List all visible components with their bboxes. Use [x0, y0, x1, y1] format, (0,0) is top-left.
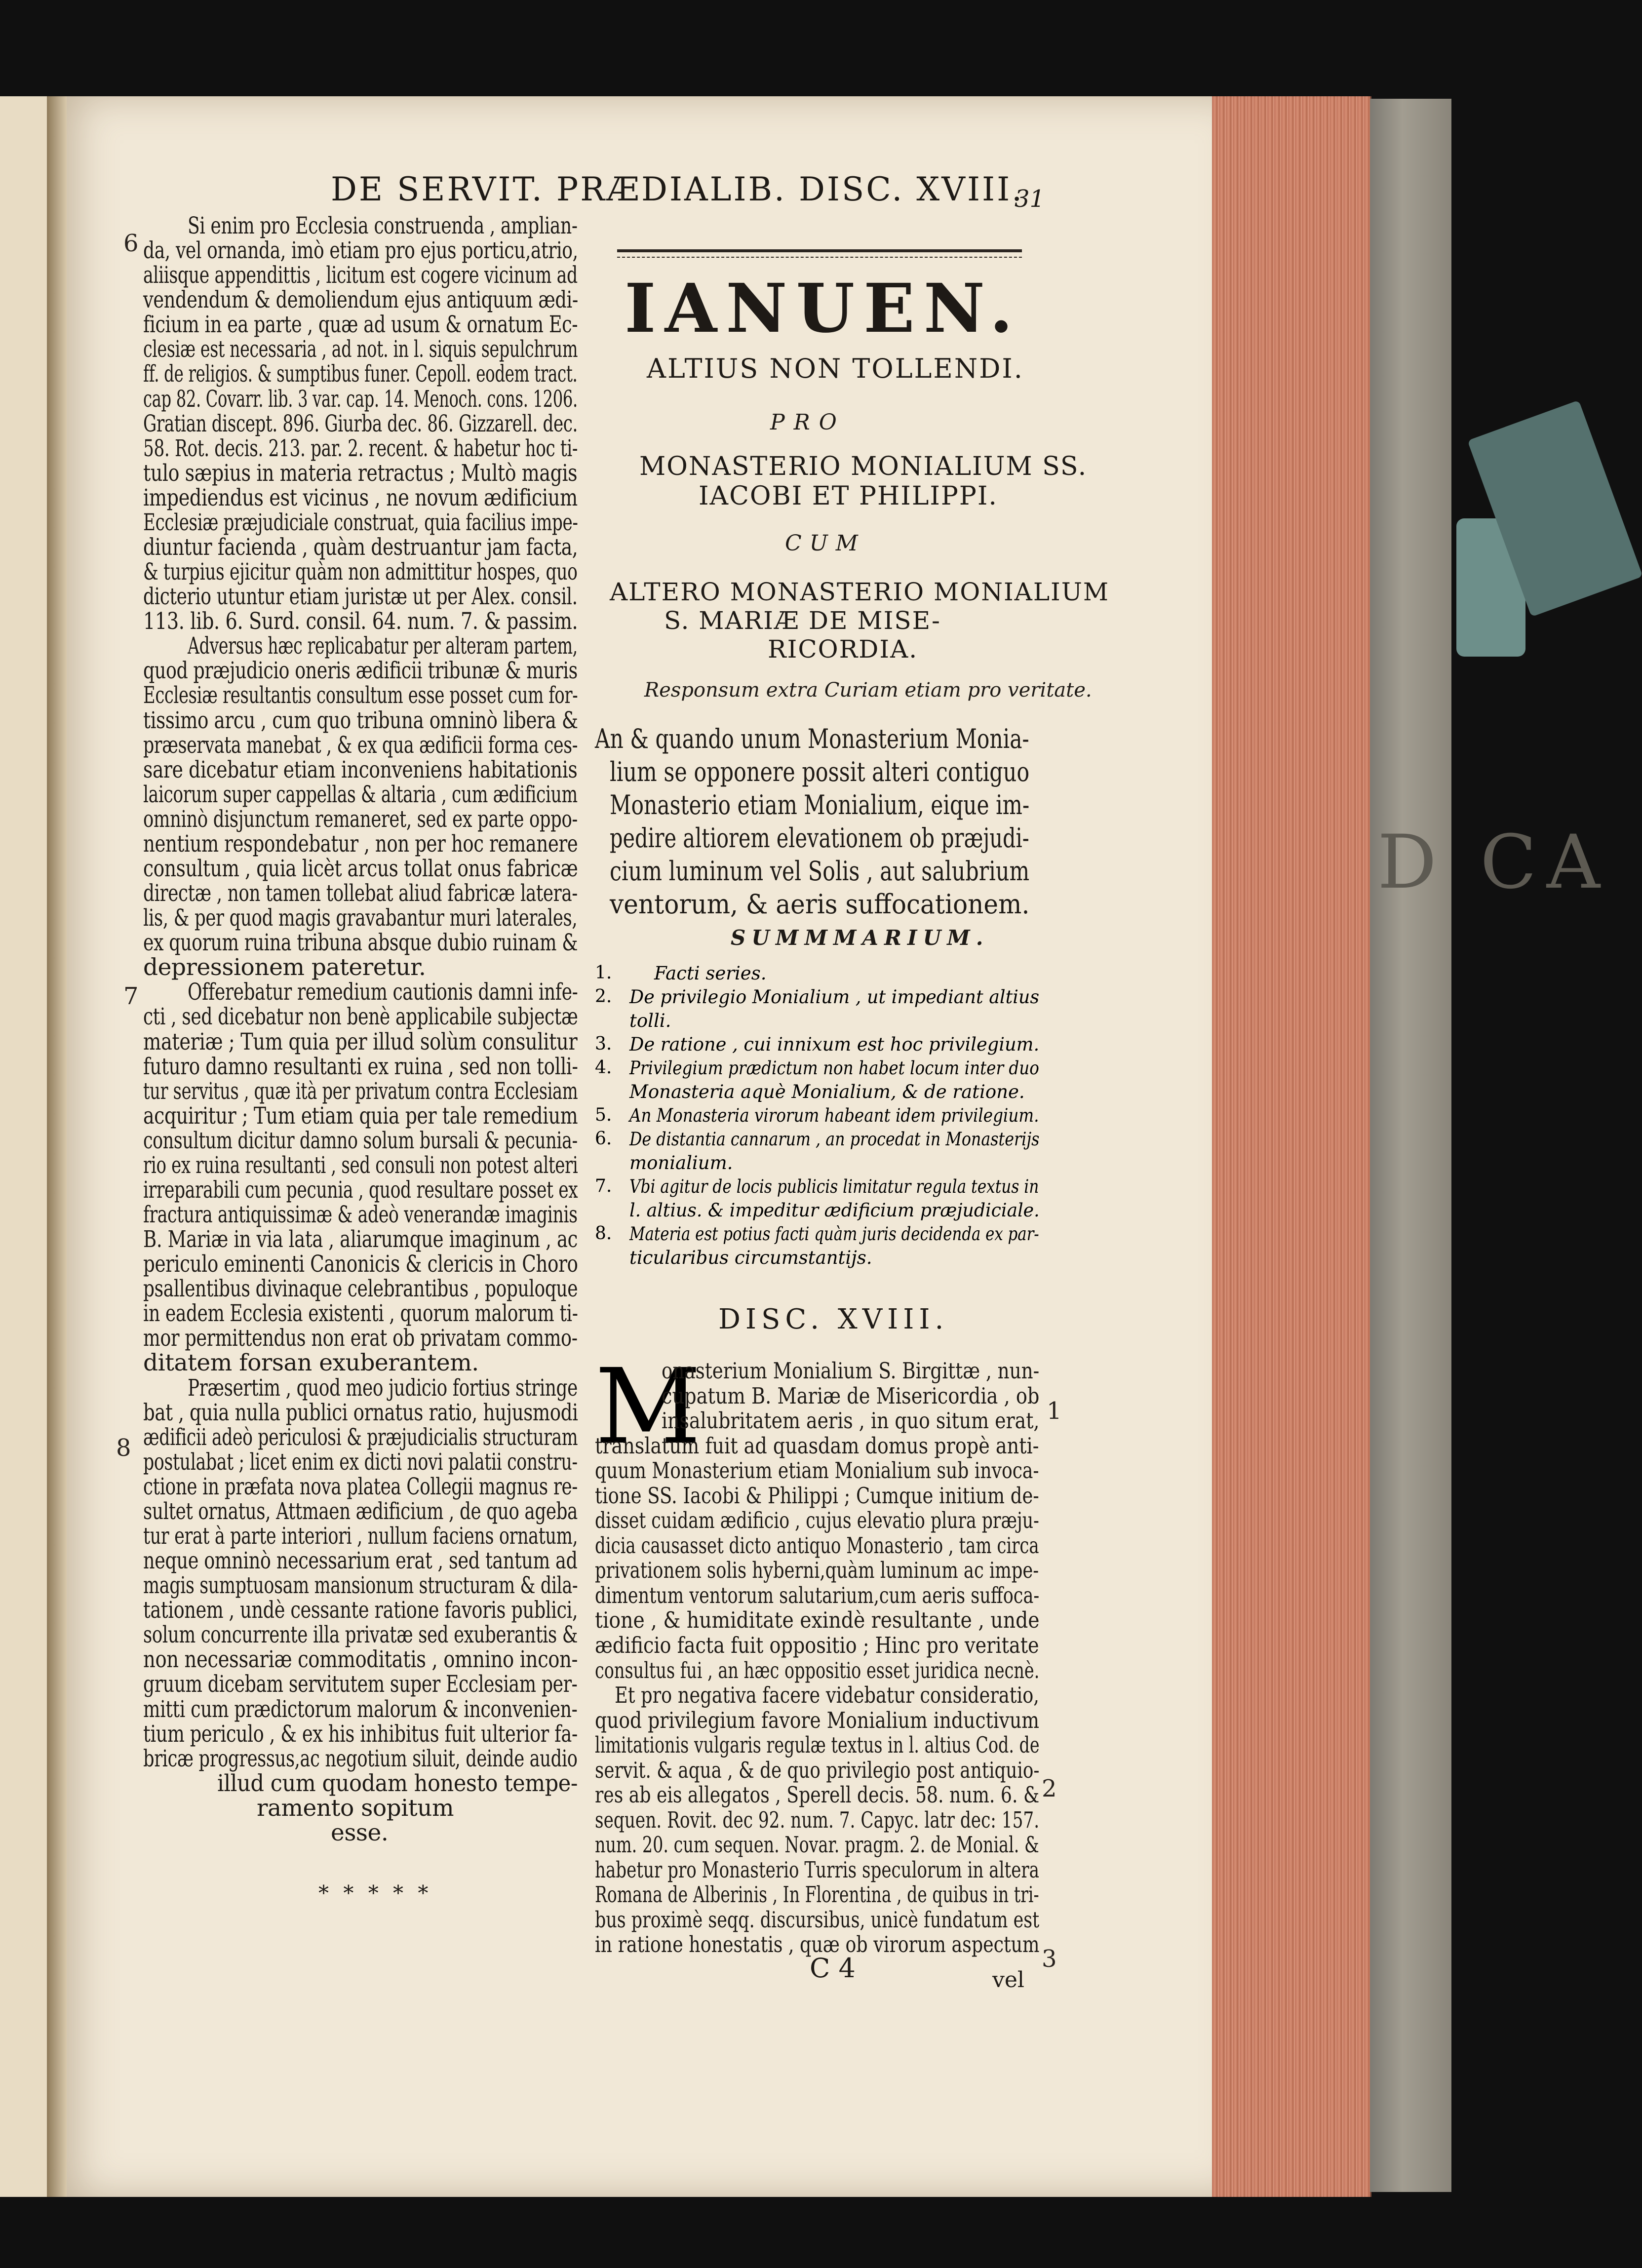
party-one-line: MONASTERIO MONIALIUM SS.: [639, 452, 1088, 481]
text-line: quum Monasterium etiam Monialium sub invoca-: [595, 1457, 1039, 1484]
text-line: mitti cum prædictorum malorum & inconvenien-: [143, 1695, 578, 1723]
book-cover-board: [1370, 99, 1451, 2192]
text-line: tione SS. Iacobi & Philippi ; Cumque initium de-: [595, 1482, 1039, 1509]
text-line: disset cuidam ædificio , cujus elevatio plura præju-: [595, 1507, 1039, 1534]
text-line: consultum dicitur damno solum bursali & pecunia-: [143, 1127, 578, 1154]
summary-text: Privilegium prædictum non habet locum inter duo: [629, 1057, 1039, 1079]
text-line: clesiæ est necessaria , ad not. in l. siquis sepulchrum: [143, 336, 578, 363]
question-line: ventorum, & aeris suffocationem.: [610, 889, 1030, 920]
text-line: ff. de religios. & sumptibus funer. Cepoll. eodem tract.: [143, 360, 578, 388]
text-line: periculo eminenti Canonicis & clericis in Choro: [143, 1251, 578, 1278]
text-line: præservata manebat , & ex qua ædificii forma ces-: [143, 731, 578, 759]
text-line: B. Mariæ in via lata , aliarumque imaginum , ac: [143, 1226, 578, 1253]
text-line: irreparabili cum pecunia , quod resultare posset ex: [143, 1176, 578, 1204]
text-line: quod privilegium favore Monialium inductivum: [595, 1707, 1039, 1733]
page-gutter-shadow: [47, 96, 67, 2197]
text-line: Gratian discept. 896. Giurba dec. 86. Gizzarell. dec.: [143, 410, 578, 437]
folio-number: 31: [1015, 185, 1045, 213]
text-line: ctione in præfata nova platea Collegii magnus re-: [143, 1473, 578, 1500]
text-line: illud cum quodam honesto tempe-: [217, 1769, 578, 1797]
text-line: fractura antiquissimæ & adeò venerandæ imaginis: [143, 1201, 578, 1229]
text-line: dicia causasset dicto antiquo Monasterio , tam circa: [595, 1532, 1039, 1559]
margin-number: 8: [116, 1434, 131, 1462]
text-line: tione , & humiditate exindè resultante , unde: [595, 1607, 1040, 1634]
text-line: in ratione honestatis , quæ ob virorum aspectum: [595, 1931, 1040, 1958]
text-line: gruum dicebam servitutem super Ecclesiam per-: [143, 1671, 578, 1698]
text-line: 58. Rot. decis. 213. par. 2. recent. & habetur hoc ti-: [143, 434, 578, 462]
margin-number: 1: [1047, 1397, 1062, 1425]
text-line: Si enim pro Ecclesia construenda , amplian-: [188, 212, 578, 239]
text-line: cap 82. Covarr. lib. 3 var. cap. 14. Menoch. cons. 1206.: [143, 385, 578, 413]
summary-text: Materia est potius facti quàm juris decidenda ex par-: [629, 1223, 1039, 1245]
text-line: quod præjudicio oneris ædificii tribunæ & muris: [143, 657, 578, 685]
text-line: sequen. Rovit. dec 92. num. 7. Capyc. latr dec: 157.: [595, 1806, 1040, 1833]
text-line: servit. & aqua , & de quo privilegio post antiquio-: [595, 1757, 1040, 1783]
summary-text: De distantia cannarum , an procedat in Monasterijs: [629, 1129, 1040, 1150]
summary-number: 4.: [595, 1057, 612, 1078]
summary-number: 3.: [595, 1034, 612, 1054]
text-line: tationem , undè cessante ratione favoris publici,: [143, 1597, 578, 1624]
text-line: materiæ ; Tum quia per illud solùm consulitur: [143, 1028, 578, 1056]
text-line: res ab eis allegatos , Sperell decis. 58. num. 6. &: [595, 1782, 1040, 1808]
text-line: lis, & per quod magis gravabantur muri laterales,: [143, 904, 578, 932]
margin-number: 3: [1042, 1945, 1057, 1973]
summary-text: An Monasteria virorum habeant idem privilegium.: [629, 1105, 1039, 1126]
summary-title: SUMMMARIUM.: [731, 926, 989, 950]
text-line: directæ , non tamen tollebat aliud fabricæ latera-: [143, 880, 578, 907]
text-line: habetur pro Monasterio Turris speculorum in altera: [595, 1856, 1040, 1883]
text-line: rio ex ruina resultanti , sed consuli non potest alteri: [143, 1151, 578, 1179]
text-line: bat , quia nulla publici ornatus ratio, hujusmodi: [143, 1399, 578, 1426]
left-column-text: [143, 212, 578, 1846]
text-line: tur servitus , quæ ità per privatum contra Ecclesiam: [143, 1077, 578, 1105]
text-line: sare dicebatur etiam inconveniens habitationis: [143, 756, 578, 783]
text-line: non necessariæ commoditatis , omnino incon-: [143, 1646, 578, 1674]
summary-text: tolli.: [629, 1010, 671, 1031]
facing-page-edge: [0, 96, 47, 2197]
text-line: Romana de Alberinis , In Florentina , de quibus in tri-: [595, 1881, 1039, 1908]
text-line: in eadem Ecclesia existenti , quorum malorum ti-: [143, 1300, 578, 1328]
party-one-line: IACOBI ET PHILIPPI.: [699, 481, 998, 511]
text-line: & turpius ejicitur quàm non admittitur hospes, quo: [143, 558, 578, 586]
text-line: tulo sæpius in materia retractus ; Multò magis: [143, 459, 578, 487]
text-line: tur erat à parte interiori , nullum faciens ornatum,: [143, 1523, 578, 1550]
text-line: tium periculo , & ex his inhibitus fuit ulterior fa-: [143, 1720, 578, 1748]
text-line: da, vel ornanda, imò etiam pro ejus porticu,atrio,: [143, 237, 578, 265]
case-subtitle: ALTIUS NON TOLLENDI.: [647, 353, 1024, 384]
party-two-line: ALTERO MONASTERIO MONIALIUM: [610, 578, 1110, 606]
text-line: aliisque appendittis , licitum est cogere vicinum ad: [143, 262, 578, 289]
text-line: Adversus hæc replicabatur per alteram partem,: [188, 632, 578, 660]
text-line: depressionem pateretur.: [143, 954, 426, 981]
text-line: Præsertim , quod meo judicio fortius stringe: [188, 1374, 578, 1402]
summary-text: Facti series.: [654, 963, 767, 984]
text-line: bus proximè seqq. discursibus, unicè fundatum est: [595, 1906, 1040, 1933]
summary-text: Vbi agitur de locis publicis limitatur regula textus in: [629, 1176, 1039, 1197]
text-line: neque omninò necessarium erat , sed tantum ad: [143, 1547, 578, 1575]
text-line: limitationis vulgaris regulæ textus in l. altius Cod. de: [595, 1732, 1040, 1759]
text-line: omninò disjunctum remaneret, sed ex parte oppo-: [143, 805, 578, 833]
party-two-line: RICORDIA.: [768, 635, 918, 664]
text-line: ædificio facta fuit oppositio ; Hinc pro veritate: [595, 1632, 1039, 1658]
margin-number: 2: [1042, 1775, 1057, 1802]
drop-cap: M: [595, 1346, 702, 1467]
question-line: cium luminum vel Solis , aut salubrium: [610, 856, 1030, 887]
margin-number: 7: [123, 982, 139, 1010]
text-line: consultum , quia licèt arcus tollat onus fabricæ: [143, 855, 578, 882]
responsum-note: Responsum extra Curiam etiam pro veritate.: [644, 679, 1092, 702]
margin-number: 6: [123, 230, 139, 257]
text-line: magis sumptuosam mansionum structuram & dila-: [143, 1572, 578, 1600]
summary-text: De ratione , cui innixum est hoc privilegium.: [629, 1034, 1040, 1055]
summary-number: 6.: [595, 1129, 612, 1149]
summary-text: ticularibus circumstantijs.: [629, 1247, 872, 1268]
text-line: ædificii adeò periculosi & præjudicialis structuram: [143, 1423, 578, 1451]
question-line: pedire altiorem elevationem ob præjudi-: [610, 822, 1029, 854]
text-line: Ecclesiæ præjudiciale construat, quia facilius impe-: [143, 508, 578, 536]
text-line: cti , sed dicebatur non benè applicabile subjectæ: [143, 1003, 578, 1031]
text-line: dimentum ventorum salutarium,cum aeris suffoca-: [595, 1582, 1040, 1608]
text-line: acquiritur ; Tum etiam quia per tale remedium: [143, 1102, 578, 1130]
text-line: tissimo arcu , cum quo tribuna omninò libera &: [143, 706, 578, 734]
question-line: Monasterio etiam Monialium, eique im-: [610, 789, 1030, 821]
text-line: 113. lib. 6. Surd. consil. 64. num. 7. & passim.: [143, 608, 578, 635]
text-line: laicorum super cappellas & altaria , cum ædificium: [143, 781, 578, 808]
text-line: ex quorum ruina tribuna absque dubio ruinam &: [143, 929, 578, 957]
page-edges-red: [1212, 96, 1371, 2197]
summary-number: 5.: [595, 1105, 612, 1125]
text-line: bricæ progressus,ac negotium siluit, deinde audio: [143, 1745, 578, 1772]
text-line: dicterio utuntur etiam juristæ ut per Alex. consil.: [143, 583, 578, 611]
summary-text: Monasteria aquè Monialium, & de ratione.: [629, 1081, 1025, 1102]
pro-label: PRO: [770, 410, 846, 435]
text-line: onasterium Monialium S. Birgittæ , nun-: [662, 1358, 1040, 1384]
summary-text: monialium.: [629, 1152, 733, 1173]
text-line: sultet ornatus, Attmaen ædificium , de quo ageba: [143, 1497, 578, 1525]
text-line: privationem solis hyberni,quàm luminum ac impe-: [595, 1557, 1039, 1584]
text-line: num. 20. cum sequen. Novar. pragm. 2. de Monial. &: [595, 1832, 1039, 1858]
summary-text: De privilegio Monialium , ut impediant altius: [629, 986, 1040, 1008]
party-two-line: S. MARIÆ DE MISE-: [664, 606, 941, 635]
catchword: vel: [992, 1967, 1024, 1993]
text-line: translatum fuit ad quasdam domus propè anti-: [595, 1432, 1039, 1459]
text-line: mor permittendus non erat ob privatam commo-: [143, 1325, 578, 1352]
text-line: vendendum & demoliendum ejus antiquum ædi-: [143, 286, 578, 314]
text-line: Ecclesiæ resultantis consultum esse posset cum for-: [143, 682, 578, 709]
summary-number: 1.: [595, 963, 612, 983]
text-line: solum concurrente illa privatæ sed exuberantis &: [143, 1621, 578, 1649]
question-line: lium se opponere possit alteri contiguo: [610, 756, 1030, 787]
summary-number: 7.: [595, 1176, 612, 1196]
summary-text: l. altius. & impeditur ædificium præjudiciale.: [629, 1200, 1040, 1221]
summary-number: 2.: [595, 986, 612, 1007]
top-rule: [617, 249, 1022, 252]
text-line: Offerebatur remedium cautionis damni infe-: [188, 978, 578, 1006]
text-line: ficium in ea parte , quæ ad usum & ornatum Ec-: [143, 311, 578, 339]
summary-number: 8.: [595, 1223, 612, 1244]
text-line: Et pro negativa facere videbatur consideratio,: [615, 1682, 1039, 1709]
signature-mark: C 4: [810, 1953, 856, 1984]
text-line: nentium respondebatur , non per hoc remanere: [143, 830, 578, 858]
text-line: esse.: [331, 1819, 389, 1846]
cum-label: CUM: [785, 531, 866, 556]
text-line: ramento sopitum: [257, 1794, 454, 1822]
question-line: An & quando unum Monasterium Monia-: [595, 723, 1029, 754]
text-line: impediendus est vicinus , ne novum ædificium: [143, 484, 578, 511]
text-line: psallentibus divinaque celebrantibus , populoque: [143, 1275, 578, 1303]
text-line: consultus fui , an hæc oppositio esset juridica necnè.: [595, 1657, 1040, 1683]
text-line: insalubritatem aeris , in quo situm erat,: [662, 1408, 1040, 1434]
text-line: cupatum B. Mariæ de Misericordia , ob: [662, 1382, 1040, 1409]
running-head: DE SERVIT. PRÆDIALIB. DISC. XVIII.: [331, 170, 1024, 208]
text-line: postulabat ; licet enim ex dicti novi palatii constru-: [143, 1448, 578, 1476]
text-line: ditatem forsan exuberantem.: [143, 1349, 479, 1377]
text-line: diuntur facienda , quàm destruantur jam facta,: [143, 533, 578, 561]
case-title: IANUEN.: [625, 269, 1022, 348]
section-end-stars: * * * * *: [318, 1881, 432, 1905]
text-line: futuro damno resultanti ex ruina , sed non tolli-: [143, 1053, 578, 1080]
cover-inscription-marks: D CA: [1377, 820, 1610, 905]
top-rule-dashed: [617, 257, 1022, 258]
discourse-heading: DISC. XVIII.: [718, 1303, 949, 1335]
